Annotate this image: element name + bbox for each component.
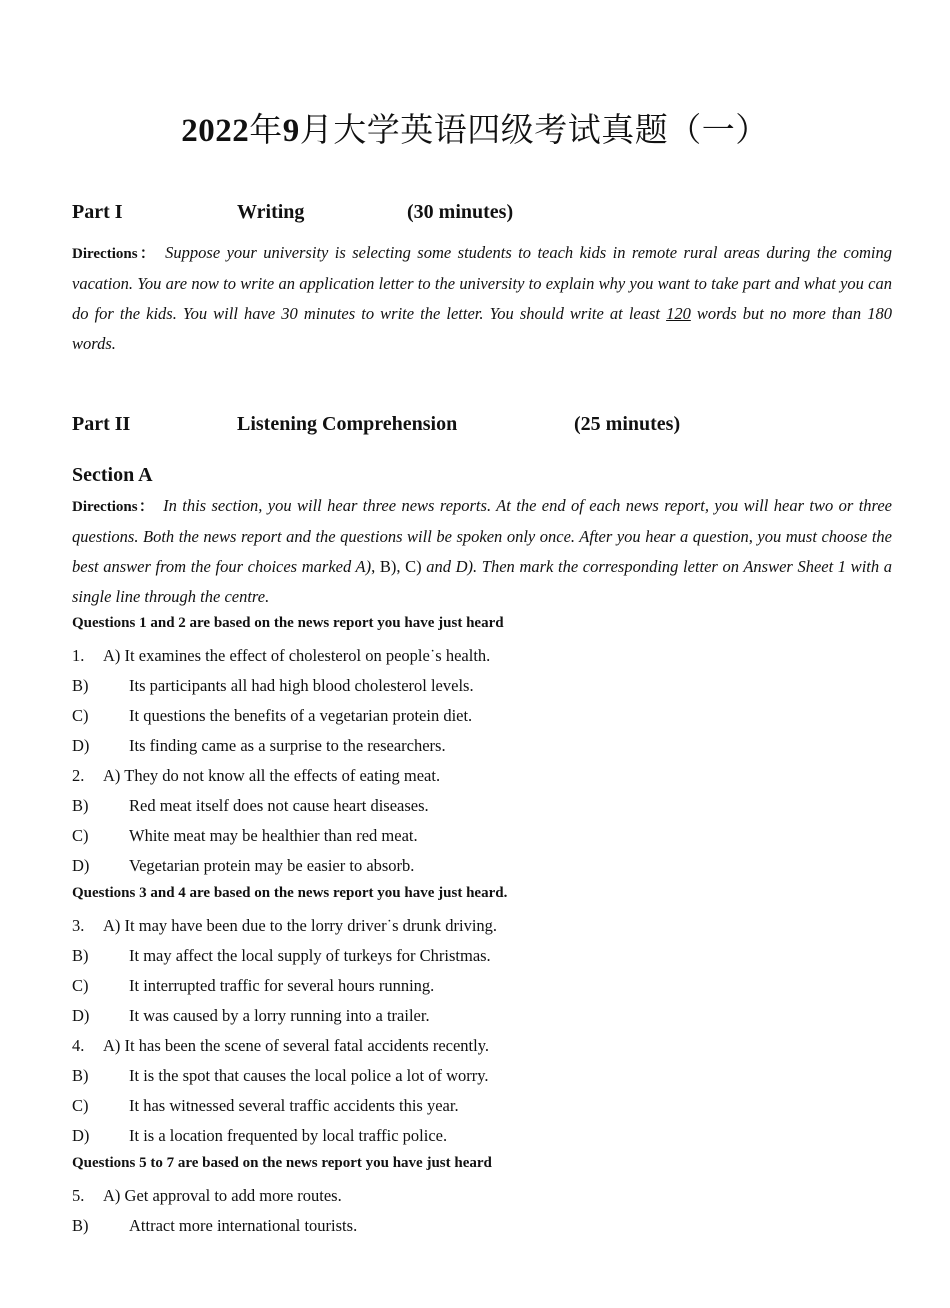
directions-text-end: and D). Then mark the corresponding letter on Answer Sheet 1 with a single line through the centre. [72, 557, 892, 606]
question-number: 1. [72, 646, 85, 665]
option-text: Red meat itself does not cause heart diseases. [129, 796, 429, 815]
part2-name: Listening Comprehension [237, 413, 458, 435]
option-letter: D) [72, 1006, 90, 1025]
question-4 [72, 1036, 489, 1056]
option-line [72, 1066, 489, 1086]
question-group-heading: Questions 1 and 2 are based on the news report you have just heard [72, 615, 504, 631]
option-letter: B) [72, 1066, 89, 1085]
option-text: A) It has been the scene of several fatal accidents recently. [103, 1036, 490, 1055]
option-line [72, 706, 472, 726]
option-line [72, 1216, 357, 1236]
question-number: 2. [72, 766, 85, 785]
option-line [72, 1006, 430, 1026]
directions-text: Suppose your university is selecting some students to teach kids in remote rural areas during the coming vacation. You are now to write an application letter to the university to explain why you want to take part and what you can do for the kids. You will have 30 minutes to write the letter. You should write at least [72, 243, 892, 323]
option-line [72, 826, 418, 846]
option-text: White meat may be healthier than red meat. [129, 826, 418, 845]
option-text: It is a location frequented by local traffic police. [129, 1126, 448, 1145]
option-line [72, 1096, 459, 1116]
option-text: Attract more international tourists. [129, 1216, 358, 1235]
directions-label: Directions： [72, 246, 158, 262]
question-5 [72, 1186, 342, 1206]
directions-text: In this section, you will hear three news reports. At the end of each news report, you will hear two or three questions. Both the news report and the questions will be spoken only once. After you hear a question, you must choose the best answer from the four choices marked A) [72, 496, 893, 576]
option-letter: C) [72, 706, 89, 725]
option-letter: B) [72, 1216, 89, 1235]
part1-label: Part I [72, 201, 123, 223]
question-2 [72, 766, 440, 786]
part2-time: (25 minutes) [574, 413, 681, 435]
part1-name: Writing [237, 201, 305, 223]
option-letter: B) [72, 946, 89, 965]
title-month: 9 [282, 113, 300, 149]
option-text: It questions the benefits of a vegetarian protein diet. [129, 706, 473, 725]
option-letter: C) [72, 1096, 89, 1115]
question-1 [72, 646, 490, 666]
option-text: It may affect the local supply of turkeys for Christmas. [129, 946, 491, 965]
title-cjk-rest: 月大学英语四级考试真题（一） [299, 113, 769, 149]
option-text: A) It may have been due to the lorry driver˙s drunk driving. [103, 916, 498, 935]
section-a-directions [72, 491, 892, 612]
option-text: A) They do not know all the effects of eating meat. [103, 766, 441, 785]
directions-text-end: words but no more than 180 words. [72, 304, 893, 353]
option-line [72, 676, 474, 696]
title-cjk-year: 年 [249, 113, 283, 149]
option-line [72, 946, 491, 966]
option-letter: D) [72, 1126, 90, 1145]
option-line [72, 976, 434, 996]
option-letter: D) [72, 736, 90, 755]
directions-plain: , B), C) [371, 557, 427, 576]
title-year: 2022 [181, 113, 250, 149]
option-text: A) Get approval to add more routes. [103, 1186, 342, 1205]
option-text: Its participants all had high blood cholesterol levels. [129, 676, 474, 695]
option-line [72, 736, 446, 756]
option-text: A) It examines the effect of cholesterol on people˙s health. [103, 646, 491, 665]
directions-label: Directions： [72, 499, 156, 515]
option-text: It interrupted traffic for several hours running. [129, 976, 435, 995]
question-number: 5. [72, 1186, 85, 1205]
option-letter: B) [72, 796, 89, 815]
part2-label: Part II [72, 413, 131, 435]
option-text: It has witnessed several traffic accidents this year. [129, 1096, 459, 1115]
question-group-heading: Questions 5 to 7 are based on the news report you have just heard [72, 1155, 492, 1171]
question-group-heading: Questions 3 and 4 are based on the news report you have just heard. [72, 885, 508, 901]
option-text: It is the spot that causes the local police a lot of worry. [129, 1066, 489, 1085]
word-count-min: 120 [666, 304, 691, 323]
option-line [72, 1126, 447, 1146]
option-text: Its finding came as a surprise to the researchers. [129, 736, 446, 755]
option-line [72, 796, 429, 816]
option-letter: D) [72, 856, 90, 875]
option-line [72, 856, 414, 876]
part1-time: (30 minutes) [407, 201, 514, 223]
section-a-heading: Section A [72, 464, 153, 486]
option-letter: C) [72, 976, 89, 995]
page-title [0, 104, 950, 151]
question-3 [72, 916, 497, 936]
option-text: Vegetarian protein may be easier to absorb. [129, 856, 415, 875]
option-text: It was caused by a lorry running into a trailer. [129, 1006, 430, 1025]
question-number: 3. [72, 916, 85, 935]
question-number: 4. [72, 1036, 85, 1055]
part1-directions [72, 238, 892, 359]
option-letter: B) [72, 676, 89, 695]
option-letter: C) [72, 826, 89, 845]
